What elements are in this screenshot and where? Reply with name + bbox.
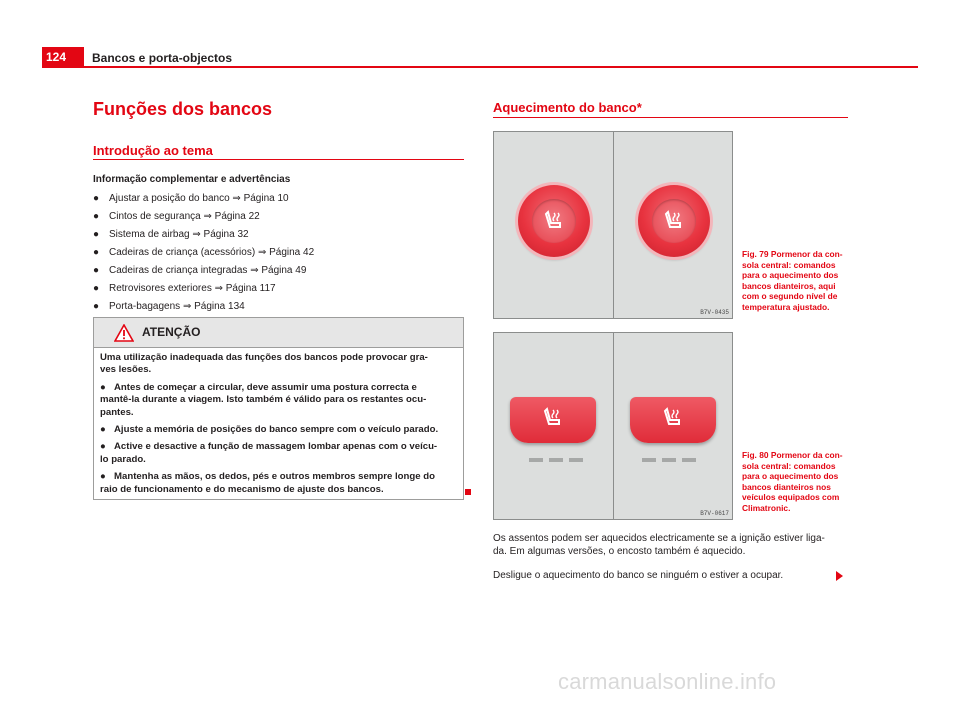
caption-line: bancos dianteiros nos	[742, 481, 831, 492]
caption-line: sola central: comandos	[742, 460, 836, 471]
list-item-text: Ajustar a posição do banco ⇒ Página 10	[109, 193, 289, 204]
warning-item: ● Ajuste a memória de posições do banco sempre com o veículo parado.	[100, 424, 439, 436]
caption-line: Fig. 79 Pormenor da con-	[742, 249, 843, 259]
section-end-mark	[465, 489, 471, 495]
paragraph-line: da. Em algumas versões, o encosto também é aquecido.	[493, 546, 746, 557]
list-item: ● Porta-bagagens ⇒ Página 134	[93, 301, 245, 312]
warning-intro	[100, 352, 457, 377]
page-number: 124	[42, 47, 84, 68]
caption-line: Climatronic.	[742, 502, 791, 513]
header-rule	[84, 66, 918, 68]
figure-code: B7V-0617	[700, 510, 729, 517]
warning-header	[94, 318, 463, 348]
chapter-title: Funções dos bancos	[93, 99, 273, 119]
list-item: ● Sistema de airbag ⇒ Página 32	[93, 229, 249, 240]
list-item-text: Cadeiras de criança (acessórios) ⇒ Página 42	[109, 247, 315, 258]
warning-text-line: raio de funcionamento e do mecanismo de ajuste dos bancos.	[100, 483, 384, 495]
warning-text-line: Active e desactive a função de massagem lombar apenas com o veícu-	[114, 441, 438, 453]
caption-line: para o aquecimento dos	[742, 270, 839, 281]
running-header: Bancos e porta-objectos	[92, 51, 233, 65]
subtitle-rule	[93, 159, 464, 160]
warning-text-line: pantes.	[100, 406, 134, 418]
list-item-text: Retrovisores exteriores ⇒ Página 117	[109, 283, 276, 294]
seat-heat-knob-left	[518, 185, 590, 257]
warning-box	[93, 317, 464, 500]
level-indicators-right	[642, 449, 702, 453]
seat-heating-icon	[542, 209, 566, 233]
caption-line: sola central: comandos	[742, 259, 836, 270]
seat-heat-button-right	[630, 397, 716, 443]
warning-text-line: Ajuste a memória de posições do banco sempre com o veículo parado.	[114, 424, 439, 436]
caption-line: com o segundo nível de	[742, 291, 838, 302]
warning-text-line: lo parado.	[100, 453, 146, 465]
info-title: Informação complementar e advertências	[93, 174, 291, 185]
section-subtitle: Introdução ao tema	[93, 143, 213, 158]
figure-79-caption	[742, 249, 852, 313]
watermark: carmanualsonline.info	[558, 669, 777, 694]
caption-line: temperatura ajustado.	[742, 301, 830, 312]
continue-arrow-icon	[836, 571, 843, 581]
warning-triangle-icon	[114, 324, 134, 342]
body-paragraph	[493, 532, 848, 558]
warning-item: ● Antes de começar a circular, deve assumir uma postura correcta e mantê-la durante a viagem. Isto também é válido para os restantes ocu- pantes.	[100, 381, 427, 418]
paragraph-line: Os assentos podem ser aquecidos electricamente se a ignição estiver liga-	[493, 533, 825, 544]
warning-body	[94, 348, 463, 496]
list-item-text: Cadeiras de criança integradas ⇒ Página 49	[109, 265, 307, 276]
warning-text-line: ves lesões.	[100, 364, 152, 376]
seat-heating-icon	[541, 406, 565, 430]
list-item-text: Cintos de segurança ⇒ Página 22	[109, 211, 260, 222]
warning-item: ● Mantenha as mãos, os dedos, pés e outros membros sempre longe do raio de funcionamento e do mecanismo de ajuste dos bancos.	[100, 471, 435, 495]
seat-heat-button-left	[510, 397, 596, 443]
list-item-text: Sistema de airbag ⇒ Página 32	[109, 229, 249, 240]
warning-text-line: Uma utilização inadequada das funções dos bancos pode provocar gra-	[100, 352, 428, 363]
section-title: Aquecimento do banco*	[493, 100, 642, 115]
caption-line: bancos dianteiros, aqui	[742, 280, 836, 291]
level-indicators-left	[529, 449, 589, 453]
warning-item: ● Active e desactive a função de massagem lombar apenas com o veícu- lo parado.	[100, 441, 438, 465]
figure-code: B7V-0435	[700, 309, 729, 316]
caption-line: veículos equipados com	[742, 492, 840, 503]
warning-text-line: Antes de começar a circular, deve assumir uma postura correcta e	[114, 381, 417, 393]
warning-text-line: Mantenha as mãos, os dedos, pés e outros membros sempre longe do	[114, 471, 435, 483]
caption-line: Fig. 80 Pormenor da con-	[742, 450, 843, 460]
caption-line: para o aquecimento dos	[742, 471, 839, 482]
figure-80-caption	[742, 450, 852, 514]
list-item: ● Cintos de segurança ⇒ Página 22	[93, 211, 260, 222]
list-item: ● Retrovisores exteriores ⇒ Página 117	[93, 283, 276, 294]
warning-title: ATENÇÃO	[142, 325, 201, 339]
seat-heat-knob-right	[638, 185, 710, 257]
seat-heating-icon	[662, 209, 686, 233]
figure-79	[493, 131, 733, 319]
body-paragraph: Desligue o aquecimento do banco se ninguém o estiver a ocupar.	[493, 570, 784, 581]
seat-heating-icon	[661, 406, 685, 430]
list-item: ● Cadeiras de criança integradas ⇒ Página 49	[93, 265, 307, 276]
list-item: ● Ajustar a posição do banco ⇒ Página 10	[93, 193, 289, 204]
figure-80	[493, 332, 733, 520]
section-rule	[493, 117, 848, 118]
list-item: ● Cadeiras de criança (acessórios) ⇒ Página 42	[93, 247, 315, 258]
reference-list	[93, 190, 314, 316]
list-item-text: Porta-bagagens ⇒ Página 134	[109, 301, 245, 312]
warning-text-line: mantê-la durante a viagem. Isto também é válido para os restantes ocu-	[100, 394, 427, 406]
